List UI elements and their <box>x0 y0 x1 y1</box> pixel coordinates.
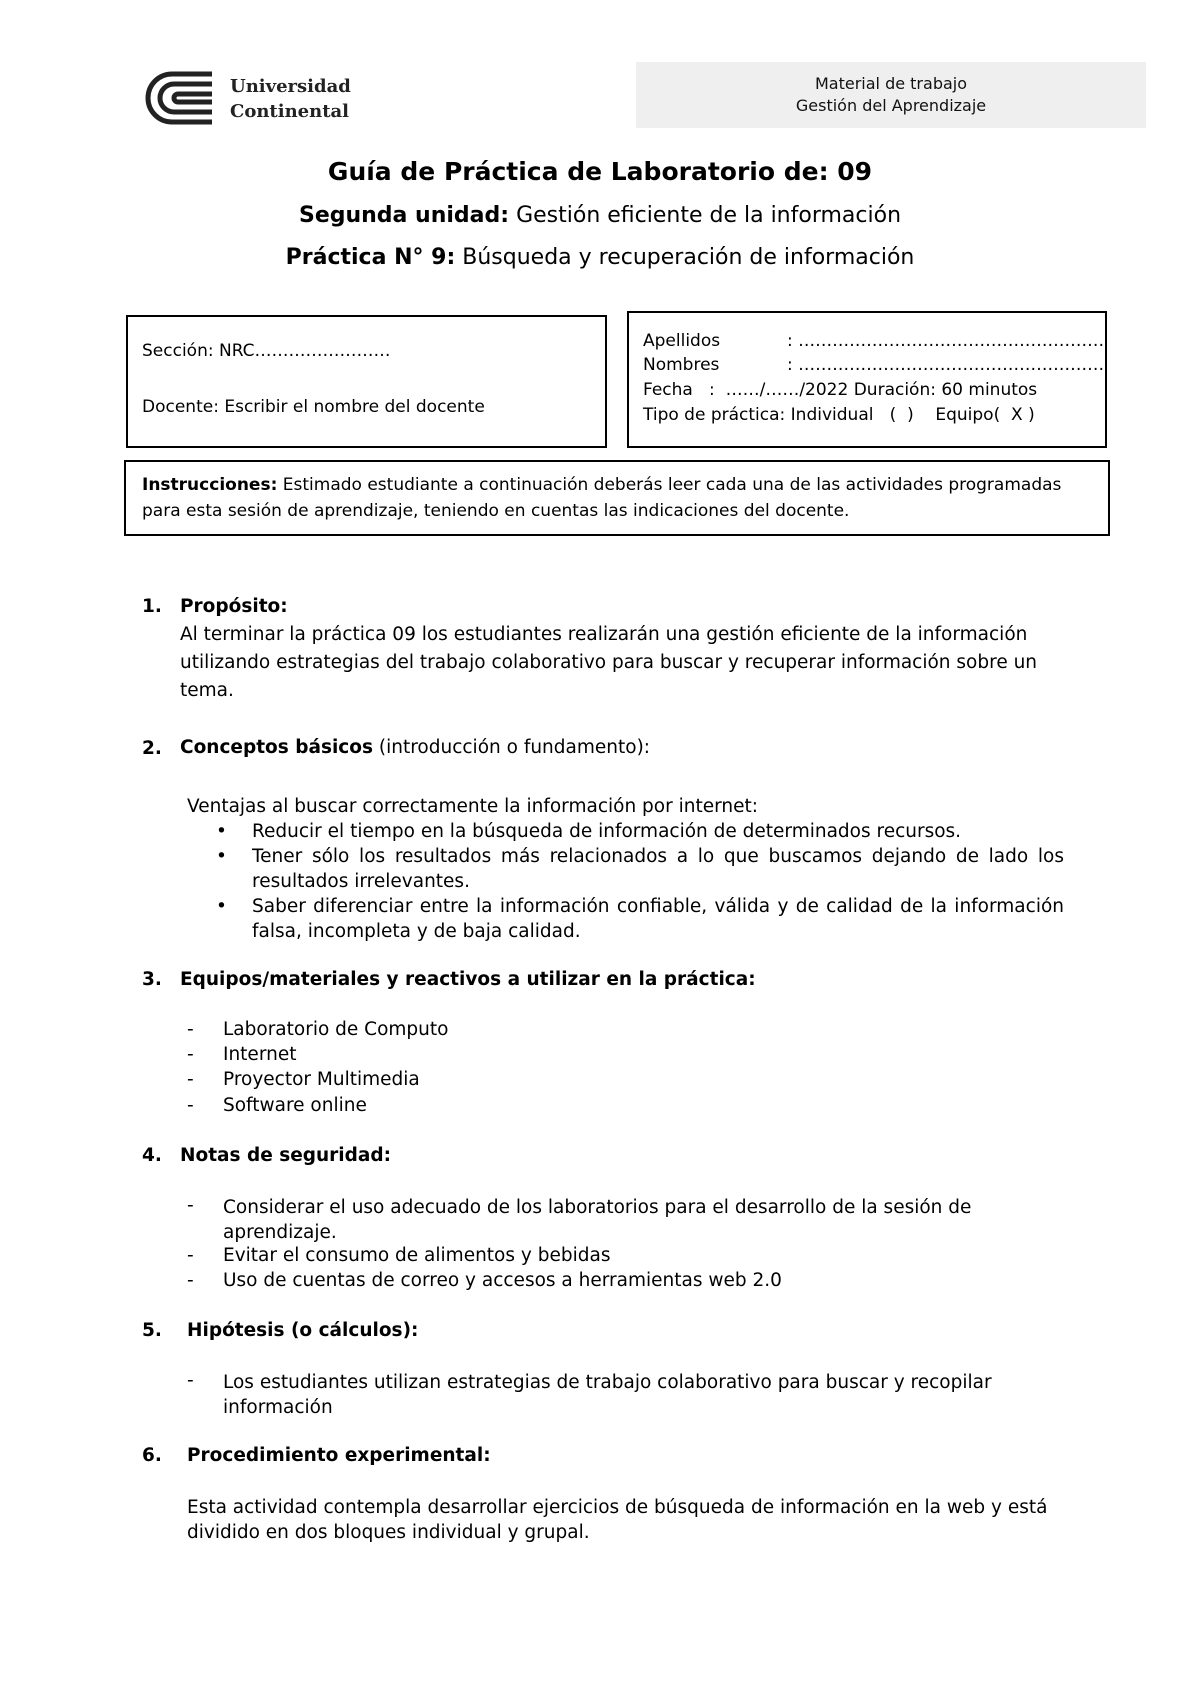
university-name <box>230 74 351 124</box>
concept-bullet: Saber diferenciar entre la información confiable, válida y de calidad de la información falsa, incompleta y de baja calidad. <box>252 896 1064 942</box>
dash-icon: - <box>187 1195 194 1216</box>
material-item: Laboratorio de Computo <box>223 1019 449 1040</box>
section-field <box>142 341 391 361</box>
instructions-box <box>124 460 1110 536</box>
section-5-title: Hipótesis (o cálculos): <box>187 1320 419 1341</box>
surname-label: Apellidos <box>643 331 721 351</box>
section-1-body: Al terminar la práctica 09 los estudiantes realizarán una gestión eficiente de la información utilizando estrategias del trabajo colaborativo para buscar y recuperar información sobre un tema. <box>180 624 1038 701</box>
section-2-number: 2. <box>142 738 162 759</box>
safety-item: Evitar el consumo de alimentos y bebidas <box>223 1245 611 1266</box>
section-4-number: 4. <box>142 1145 162 1166</box>
section-label: Sección: <box>142 341 214 361</box>
section-teacher-box <box>126 315 607 448</box>
university-logo-icon <box>142 68 222 128</box>
practice-value: Búsqueda y recuperación de información <box>462 245 915 270</box>
header-line2: Gestión del Aprendizaje <box>795 96 987 115</box>
student-info-box <box>627 311 1107 448</box>
section-1-number: 1. <box>142 596 162 617</box>
section-2-title: Conceptos básicos <box>180 737 373 758</box>
instructions-text <box>142 472 1092 524</box>
section-6-body: Esta actividad contempla desarrollar ejercicios de búsqueda de información en la web y está dividido en dos bloques individual y grupal. <box>187 1497 1048 1543</box>
section-2-title-rest: (introducción o fundamento): <box>378 737 651 758</box>
concept-bullet: Tener sólo los resultados más relacionados a lo que buscamos dejando de lado los resultados irrelevantes. <box>252 846 1064 892</box>
bullet-icon: • <box>216 896 227 917</box>
dash-icon: - <box>187 1044 194 1065</box>
bullet-icon: • <box>216 821 227 842</box>
unit-label: Segunda unidad: <box>298 203 510 228</box>
names-label: Nombres <box>643 355 720 375</box>
practice-label: Práctica N° 9: <box>285 245 456 270</box>
instructions-label: Instrucciones: <box>142 475 278 495</box>
practice-type-line: Tipo de práctica: Individual ( ) Equipo( X ) <box>643 405 1035 425</box>
surname-value: : ……………………………………………… <box>787 331 1105 351</box>
unit-subtitle <box>0 203 1200 228</box>
section-4-title: Notas de seguridad: <box>180 1145 392 1166</box>
dash-icon: - <box>187 1069 194 1090</box>
dash-icon: - <box>187 1019 194 1040</box>
safety-item: Considerar el uso adecuado de los laboratorios para el desarrollo de la sesión de aprendizaje. <box>223 1197 972 1243</box>
names-value: : ……………………………………………… <box>787 355 1105 375</box>
section-6-number: 6. <box>142 1445 162 1466</box>
section-6-title: Procedimiento experimental: <box>187 1445 491 1466</box>
header-line1: Material de trabajo <box>814 74 968 93</box>
university-name-line1: Universidad <box>230 76 351 97</box>
material-item: Proyector Multimedia <box>223 1069 420 1090</box>
safety-item: Uso de cuentas de correo y accesos a herramientas web 2.0 <box>223 1270 782 1291</box>
unit-value: Gestión eficiente de la información <box>516 203 902 228</box>
bullet-icon: • <box>216 846 227 867</box>
section-5-number: 5. <box>142 1320 162 1341</box>
dash-icon: - <box>187 1270 194 1291</box>
document-header-box <box>636 62 1146 128</box>
section-2-intro: Ventajas al buscar correctamente la información por internet: <box>187 796 758 817</box>
dash-icon: - <box>187 1370 194 1391</box>
section-3-title: Equipos/materiales y reactivos a utilizar en la práctica: <box>180 969 756 990</box>
teacher-field <box>142 397 485 417</box>
section-2-title-line <box>180 734 1060 762</box>
dash-icon: - <box>187 1095 194 1116</box>
teacher-label: Docente: <box>142 397 219 417</box>
university-name-line2: Continental <box>230 101 350 122</box>
section-3-number: 3. <box>142 969 162 990</box>
section-value: NRC…………………… <box>218 341 391 361</box>
concept-bullet: Reducir el tiempo en la búsqueda de información de determinados recursos. <box>252 821 962 842</box>
dash-icon: - <box>187 1245 194 1266</box>
material-item: Software online <box>223 1095 367 1116</box>
date-duration-line: Fecha : ……/……/2022 Duración: 60 minutos <box>643 380 1038 400</box>
material-item: Internet <box>223 1044 297 1065</box>
page-title: Guía de Práctica de Laboratorio de: 09 <box>327 157 873 186</box>
practice-subtitle <box>0 245 1200 270</box>
section-1-title: Propósito: <box>180 596 288 617</box>
teacher-value: Escribir el nombre del docente <box>224 397 485 417</box>
instructions-body: Estimado estudiante a continuación deberás leer cada una de las actividades programadas para esta sesión de aprendizaje, teniendo en cuentas las indicaciones del docente. <box>142 475 1062 521</box>
hypothesis-item: Los estudiantes utilizan estrategias de trabajo colaborativo para buscar y recopilar información <box>223 1372 992 1418</box>
